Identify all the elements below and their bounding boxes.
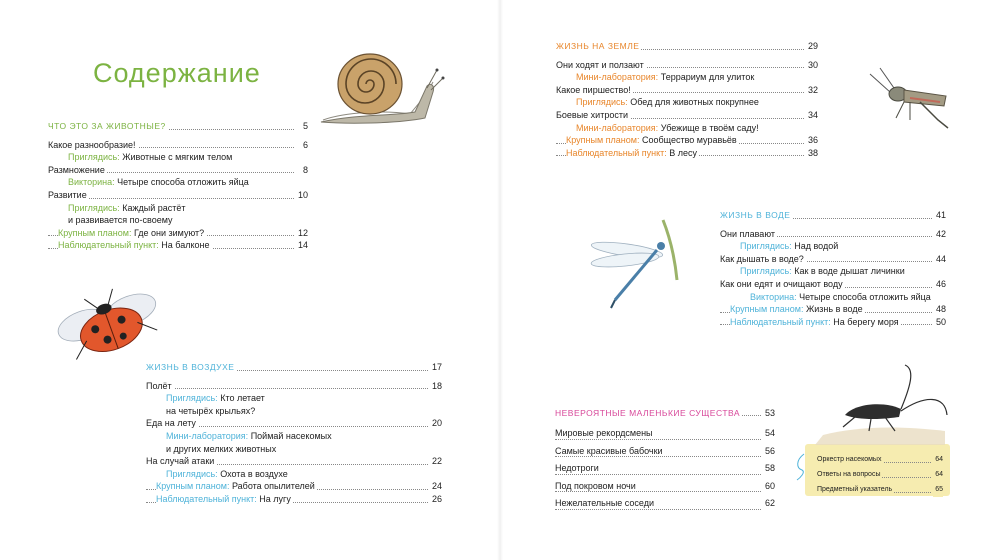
toc-subentry[interactable]: Приглядись: Как в воде дышат личинки	[740, 266, 905, 277]
toc-entry[interactable]: Развитие 10	[48, 189, 308, 200]
toc-entry[interactable]: Недотроги 58	[555, 460, 775, 478]
toc-entry[interactable]: Размножение 8	[48, 164, 308, 175]
entry-keyword: Приглядись:	[740, 266, 792, 277]
toc-subentry[interactable]: Викторина: Четыре способа отложить яйца	[68, 177, 249, 188]
toc-subentry[interactable]: Наблюдательный пункт: На лугу 26	[146, 493, 442, 506]
toc-subentry-continued[interactable]: и развивается по-своему	[68, 215, 173, 226]
toc-entry[interactable]: Боевые хитрости 34	[556, 109, 818, 120]
toc-entry[interactable]: Они ходят и ползают 30	[556, 59, 818, 70]
toc-entry[interactable]: Какое пиршество! 32	[556, 84, 818, 95]
toc-subentry[interactable]: Наблюдательный пункт: На берегу моря 50	[720, 316, 946, 329]
toc-subentry[interactable]: Крупным планом: Работа опылителей 24	[146, 480, 442, 493]
section-title: ЖИЗНЬ В ВОДЕ	[720, 210, 791, 220]
toc-entry[interactable]: Ответы на вопросы 64	[817, 467, 943, 482]
toc-entry[interactable]: Предметный указатель 65	[817, 482, 943, 497]
entry-keyword: Крупным планом:	[730, 304, 804, 315]
toc-entry[interactable]: Какое разнообразие! 6	[48, 139, 308, 150]
section-title: ЧТО ЭТО ЗА ЖИВОТНЫЕ?	[48, 121, 166, 131]
toc-subentry[interactable]: Крупным планом: Где они зимуют? 12	[48, 227, 308, 240]
toc-subentry[interactable]: Крупным планом: Сообщество муравьёв 36	[556, 134, 818, 147]
appendix-box	[805, 444, 950, 496]
toc-subentry[interactable]: Приглядись: Над водой	[740, 241, 839, 252]
entry-keyword: Викторина:	[750, 291, 797, 302]
book-spine	[497, 0, 503, 560]
toc-entry[interactable]: Еда на лету 20	[146, 418, 442, 429]
toc-section-land	[556, 40, 818, 159]
beetle-illustration	[55, 288, 165, 363]
entry-keyword: Мини-лаборатория:	[576, 72, 659, 83]
entry-keyword: Наблюдательный пункт:	[730, 316, 831, 327]
toc-section-header[interactable]	[555, 405, 775, 419]
section-title: ЖИЗНЬ НА ЗЕМЛЕ	[556, 41, 640, 51]
toc-subentry-continued[interactable]: и других мелких животных	[166, 443, 277, 454]
toc-subentry[interactable]: Наблюдательный пункт: В лесу 38	[556, 147, 818, 160]
page-title: Содержание	[93, 58, 261, 89]
toc-entry[interactable]: Самые красивые бабочки 56	[555, 443, 775, 461]
entry-keyword: Наблюдательный пункт:	[156, 493, 257, 504]
entry-keyword: Крупным планом:	[58, 227, 132, 238]
toc-section-header[interactable]	[556, 40, 818, 53]
entry-keyword: Крупным планом:	[566, 135, 640, 146]
toc-entry[interactable]: Под покровом ночи 60	[555, 478, 775, 496]
entry-keyword: Приглядись:	[68, 152, 120, 163]
toc-subentry[interactable]: Приглядись: Обед для животных покрупнее	[576, 97, 759, 108]
toc-section-appendix	[817, 452, 943, 497]
toc-entry[interactable]: Оркестр насекомых 64	[817, 452, 943, 467]
page-number: 41	[935, 210, 946, 220]
toc-subentry[interactable]: Мини-лаборатория: Поймай насекомых	[166, 430, 332, 441]
page-number: 5	[302, 121, 308, 131]
toc-section-animals	[48, 120, 308, 252]
section-title: НЕВЕРОЯТНЫЕ МАЛЕНЬКИЕ СУЩЕСТВА	[555, 408, 741, 418]
entry-keyword: Приглядись:	[166, 468, 218, 479]
toc-entry[interactable]: Они плавают 42	[720, 228, 946, 239]
cricket-illustration	[815, 365, 950, 445]
toc-subentry[interactable]: Приглядись: Охота в воздухе	[166, 468, 288, 479]
entry-keyword: Мини-лаборатория:	[166, 430, 249, 441]
toc-subentry[interactable]: Приглядись: Животные с мягким телом	[68, 152, 233, 163]
toc-entry[interactable]: Как дышать в воде? 44	[720, 253, 946, 264]
toc-section-header[interactable]	[146, 361, 442, 374]
toc-section-header[interactable]	[48, 120, 308, 133]
toc-entry[interactable]: На случай атаки 22	[146, 456, 442, 467]
entry-keyword: Приглядись:	[166, 393, 218, 404]
toc-subentry[interactable]: Мини-лаборатория: Террариум для улиток	[576, 72, 755, 83]
toc-subentry[interactable]: Наблюдательный пункт: На балконе 14	[48, 239, 308, 252]
toc-subentry[interactable]: Викторина: Четыре способа отложить яйца	[750, 291, 931, 302]
toc-section-water	[720, 209, 946, 328]
toc-entry[interactable]: Нежелательные соседи 62	[555, 495, 775, 513]
toc-subentry-continued[interactable]: на четырёх крыльях?	[166, 405, 256, 416]
entry-keyword: Викторина:	[68, 177, 115, 188]
page-number: 53	[763, 405, 775, 423]
entry-keyword: Приглядись:	[576, 97, 628, 108]
toc-entry[interactable]: Как они едят и очищают воду 46	[720, 278, 946, 289]
toc-subentry[interactable]: Крупным планом: Жизнь в воде 48	[720, 303, 946, 316]
entry-keyword: Крупным планом:	[156, 481, 230, 492]
toc-section-air	[146, 361, 442, 506]
toc-section-header[interactable]	[720, 209, 946, 222]
entry-keyword: Мини-лаборатория:	[576, 122, 659, 133]
snail-illustration	[315, 52, 445, 132]
grasshopper-illustration	[860, 62, 955, 132]
dragonfly-illustration	[585, 220, 690, 320]
section-title: ЖИЗНЬ В ВОЗДУХЕ	[146, 362, 235, 372]
toc-entry[interactable]: Мировые рекордсмены 54	[555, 425, 775, 443]
page-number: 29	[807, 41, 818, 51]
toc-subentry[interactable]: Мини-лаборатория: Убежище в твоём саду!	[576, 122, 759, 133]
toc-entry[interactable]: Полёт 18	[146, 380, 442, 391]
toc-section-small	[555, 405, 775, 513]
entry-keyword: Приглядись:	[740, 241, 792, 252]
page-number: 17	[431, 362, 442, 372]
toc-subentry[interactable]: Приглядись: Каждый растёт	[68, 202, 186, 213]
entry-keyword: Приглядись:	[68, 202, 120, 213]
entry-keyword: Наблюдательный пункт:	[58, 240, 159, 251]
entry-keyword: Наблюдательный пункт:	[566, 147, 667, 158]
toc-subentry[interactable]: Приглядись: Кто летает	[166, 393, 265, 404]
